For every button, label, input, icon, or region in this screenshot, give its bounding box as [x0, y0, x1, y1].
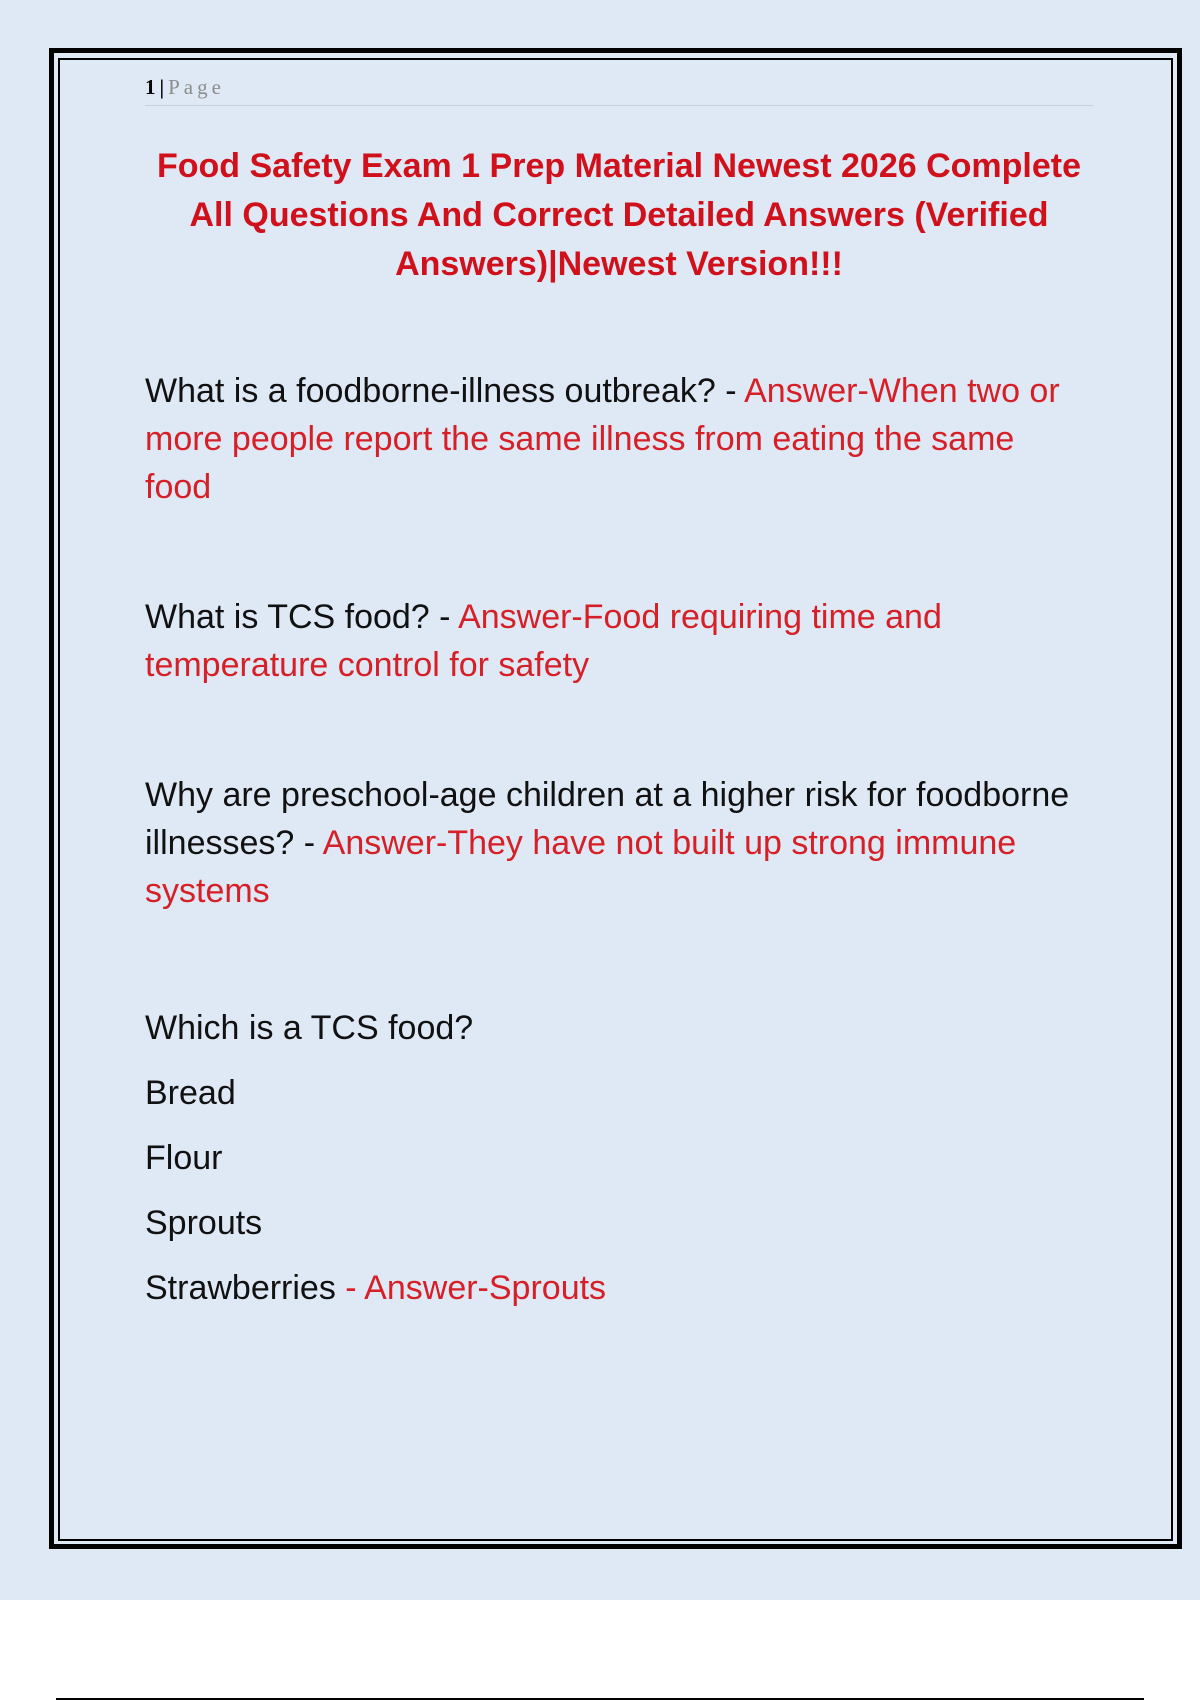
- qa-item-3: [145, 771, 1085, 915]
- mc-option-last: [145, 1256, 1085, 1321]
- answer-text: Answer-They have not built up strong immune systems: [145, 824, 1017, 910]
- question-text: Why are preschool-age children at a higher risk for foodborne illnesses? -: [145, 776, 1070, 862]
- mc-option: Sprouts: [145, 1204, 263, 1242]
- mc-option: Bread: [145, 1074, 236, 1112]
- question-text: What is a foodborne-illness outbreak? -: [145, 372, 745, 410]
- mc-option: Flour: [145, 1139, 223, 1177]
- document-title: Food Safety Exam 1 Prep Material Newest 2026 Complete All Questions And Correct Detailed Answers (Verified Answers)|Newest Version!!!: [156, 147, 1081, 283]
- answer-text: Answer-When two or more people report the same illness from eating the same food: [145, 372, 1060, 506]
- mc-question: Which is a TCS food?: [145, 1009, 474, 1047]
- qa-item-2: [145, 593, 1085, 689]
- multiple-choice-item: [145, 996, 1085, 1321]
- answer-text: Answer-Food requiring time and temperature control for safety: [145, 598, 942, 684]
- mc-option: Strawberries: [145, 1269, 336, 1307]
- page-number: 1: [145, 75, 156, 99]
- page-label: Page: [168, 75, 225, 99]
- mc-answer: - Answer-Sprouts: [335, 1269, 607, 1307]
- page-separator: |: [159, 75, 165, 99]
- question-text: What is TCS food? -: [145, 598, 459, 636]
- page-header: [145, 75, 1093, 106]
- qa-item-1: [145, 367, 1085, 511]
